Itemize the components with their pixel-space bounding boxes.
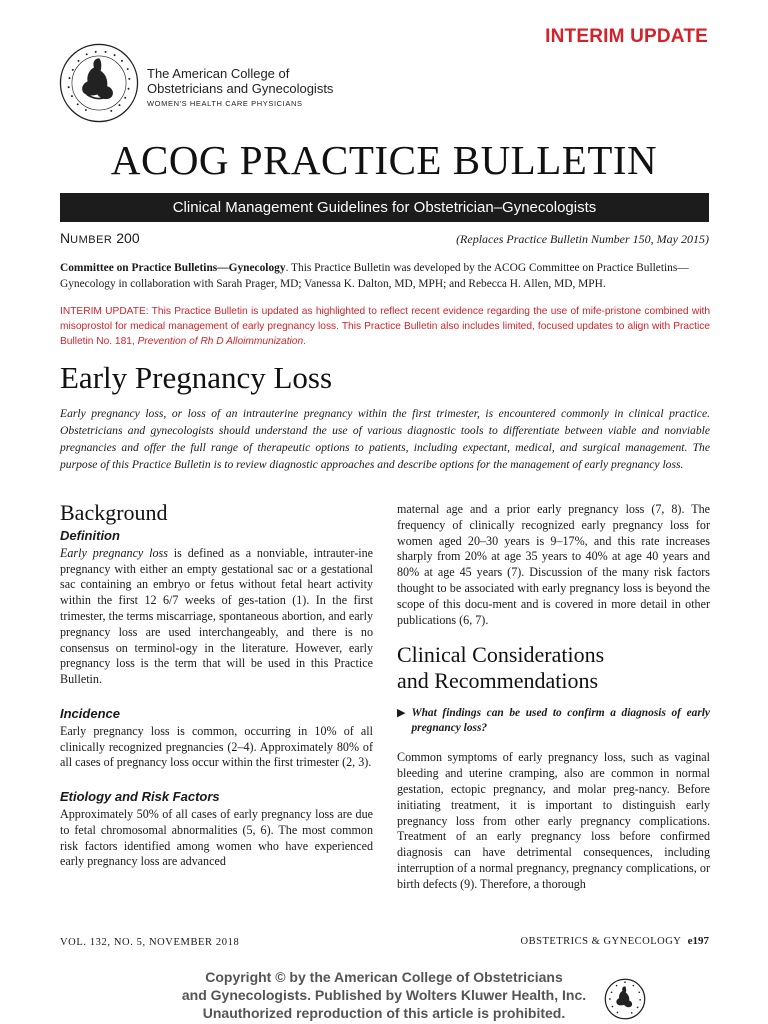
guidelines-banner: Clinical Management Guidelines for Obstetrician–Gynecologists [60, 193, 709, 222]
number-rest: UMBER [70, 234, 113, 246]
incidence-paragraph: Early pregnancy loss is common, occurring in 10% of all clinically recognized pregnancies (2–4). Approximately 80% of all cases of pregnancy loss occur within the first trimester (2, 3). [60, 723, 373, 770]
page-number: e197 [687, 935, 709, 947]
left-column [60, 500, 373, 870]
definition-heading: Definition [60, 528, 120, 543]
definition-term: Early pregnancy loss [60, 545, 168, 560]
triangle-marker-icon: ▶ [397, 707, 406, 720]
answer-paragraph: Common symptoms of early pregnancy loss, such as vaginal bleeding and uterine cramping, also are common in normal gestation, ectopic pregnancy, and molar preg-nancy. Before initiating treatment, it is important to distinguish early pregnancy loss from other early pregnancy complications. Treatment of an early pregnancy loss before confirmed diagnosis can have detrimental consequences, including interruption of a normal pregnancy, pregnancy complications, or birth defects (9). Therefore, a thorough [397, 750, 710, 891]
clinical-heading-line2: and Recommendations [397, 668, 599, 694]
journal-footer [521, 935, 709, 947]
interim-update-note [60, 305, 710, 349]
organization-name-line2: Obstetricians and Gynecologists [147, 81, 334, 96]
journal-volume: VOL. 132, NO. 5, NOVEMBER 2018 [60, 937, 240, 948]
committee-text: . This Practice Bulletin was developed by the ACOG Committee on Practice Bulletins—Gynecology in collaboration with Sarah Prager, MD; Vanessa K. Dalton, MD, MPH; and Rebecca H. Allen, MD, MPH. [60, 262, 689, 290]
number-first-letter: N [60, 230, 71, 246]
organization-name-line1: The American College of [147, 66, 290, 81]
clinical-considerations-heading [397, 642, 710, 694]
journal-name: OBSTETRICS & GYNECOLOGY [520, 936, 682, 947]
interim-note-text: INTERIM UPDATE: This Practice Bulletin is updated as highlighted to reflect recent evidence regarding the use of mife-pristone combined with misoprostol for medical management of early pregnancy loss. This Practice Bulletin also includes limited, focused updates to align with Practice Bulletin No. 181, [60, 306, 710, 347]
copyright-line2: and Gynecologists. Published by Wolters Kluwer Health, Inc. [181, 987, 587, 1003]
clinical-heading-line1: Clinical Considerations [397, 642, 605, 668]
interim-update-badge: INTERIM UPDATE [545, 26, 708, 47]
committee-name: Committee on Practice Bulletins—Gynecology [60, 262, 286, 274]
right-column [397, 502, 710, 893]
copyright-line3: Unauthorized reproduction of this article is prohibited. [202, 1005, 566, 1021]
committee-statement [60, 261, 710, 292]
copyright-notice [0, 968, 768, 1022]
etiology-paragraph: Approximately 50% of all cases of early pregnancy loss are due to fetal chromosomal abnormalities (5, 6). The most common risk factors identified among women who have experienced early pregnancy loss are advanced [60, 806, 373, 869]
risk-factors-continuation: maternal age and a prior early pregnancy loss (7, 8). The frequency of clinically recognized early pregnancy loss for women aged 20–30 years is 9–17%, and this rate increases sharply from 20% at age 35 years to 40% at age 40 years and 80% at age 45 years (7). Discussion of the many risk factors thought to be associated with early pregnancy loss is beyond the scope of this docu-ment and is covered in more detail in other publications (6, 7). [397, 502, 710, 627]
bulletin-title: ACOG PRACTICE BULLETIN [110, 137, 658, 183]
bulletin-number [60, 230, 140, 246]
background-heading: Background [60, 500, 168, 525]
organization-tagline: WOMEN'S HEALTH CARE PHYSICIANS [147, 99, 303, 108]
definition-text: is defined as a nonviable, intrauter-ine pregnancy with either an empty gestational sac or a gestational sac containing an embryo or fetus without fetal heart activity within the first 12 6/7 weeks of ges-tation (1). In the first trimester, the terms miscarriage, spontaneous abortion, and early pregnancy loss are used interchangeably, and there is no consensus on terminol-ogy in the literature. However, early pregnancy loss is the term that will be used in this Practice Bulletin. [60, 545, 373, 687]
acog-footer-seal-icon [604, 978, 646, 1020]
question-item [397, 706, 710, 736]
interim-note-end: . [303, 335, 306, 347]
question-text: What findings can be used to confirm a diagnosis of early pregnancy loss? [411, 707, 710, 735]
organization-name [147, 66, 333, 96]
article-title: Early Pregnancy Loss [60, 360, 333, 395]
abstract: Early pregnancy loss, or loss of an intrauterine pregnancy within the first trimester, is encountered commonly in clinical practice. Obstetricians and gynecologists should understand the use of various diagnostic tools to differentiate between viable and nonviable pregnancies and offer the full range of therapeutic options to patients, including expectant, medical, and surgical management. The purpose of this Practice Bulletin is to review diagnostic approaches and describe options for the management of early pregnancy loss. [60, 407, 710, 471]
definition-paragraph [60, 546, 373, 688]
replaces-note: (Replaces Practice Bulletin Number 150, May 2015) [456, 232, 709, 246]
interim-note-reference: Prevention of Rh D Alloimmunization [137, 335, 304, 347]
copyright-line1: Copyright © by the American College of Obstetricians [205, 969, 563, 985]
number-value: 200 [116, 230, 140, 246]
acog-seal-icon [58, 42, 140, 124]
incidence-heading: Incidence [60, 705, 120, 721]
etiology-heading: Etiology and Risk Factors [60, 789, 220, 805]
